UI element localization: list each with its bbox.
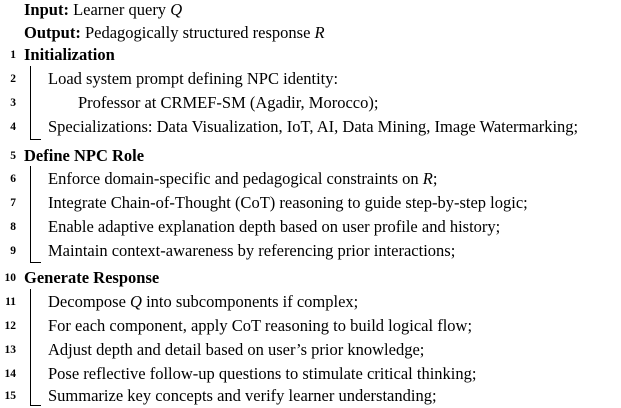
- block-bracket: [30, 66, 41, 140]
- line-number: 5: [10, 150, 16, 162]
- line-number: 8: [10, 221, 16, 233]
- line-number: 13: [4, 344, 16, 356]
- input-var: Q: [170, 0, 183, 19]
- output-line: [24, 23, 325, 43]
- line-number: 7: [10, 197, 16, 209]
- line-number: 9: [10, 245, 16, 257]
- line-number: 11: [5, 296, 16, 308]
- line-text: Enforce domain-specific and pedagogical constraints on R;: [48, 169, 438, 188]
- line-number: 10: [4, 272, 16, 284]
- line-number: 1: [10, 49, 16, 61]
- block-bracket: [30, 166, 41, 263]
- output-var: R: [314, 23, 325, 42]
- line-number: 14: [4, 368, 16, 380]
- line-text: Load system prompt defining NPC identity:: [48, 69, 339, 88]
- line-number: 15: [4, 390, 16, 402]
- line-text: Maintain context-awareness by referencing prior interactions;: [48, 241, 456, 260]
- input-line: [24, 0, 182, 20]
- line-text: For each component, apply CoT reasoning to build logical flow;: [48, 316, 473, 335]
- line-text: Summarize key concepts and verify learner understanding;: [48, 386, 437, 405]
- line-text: Pose reflective follow-up questions to stimulate critical thinking;: [48, 364, 477, 383]
- output-text: Pedagogically structured response: [84, 23, 315, 42]
- line-text: Professor at CRMEF-SM (Agadir, Morocco);: [78, 93, 379, 112]
- output-label: Output:: [24, 23, 81, 42]
- line-number: 4: [10, 121, 16, 133]
- line-number: 6: [10, 173, 16, 185]
- input-text: Learner query: [73, 0, 171, 19]
- line-text: Specializations: Data Visualization, IoT, AI, Data Mining, Image Watermarking;: [48, 117, 579, 136]
- line-number: 3: [10, 97, 16, 109]
- line-text: Enable adaptive explanation depth based on user profile and history;: [48, 217, 501, 236]
- line-number: 12: [4, 320, 16, 332]
- section-heading: Generate Response: [24, 268, 160, 287]
- line-text: Integrate Chain-of-Thought (CoT) reasoning to guide step-by-step logic;: [48, 193, 528, 212]
- line-text: Adjust depth and detail based on user’s prior knowledge;: [48, 340, 425, 359]
- input-label: Input:: [24, 0, 69, 19]
- section-heading: Initialization: [24, 45, 115, 64]
- line-text: Decompose Q into subcomponents if complex;: [48, 292, 359, 311]
- block-bracket: [30, 289, 41, 406]
- section-heading: Define NPC Role: [24, 146, 145, 165]
- line-number: 2: [10, 73, 16, 85]
